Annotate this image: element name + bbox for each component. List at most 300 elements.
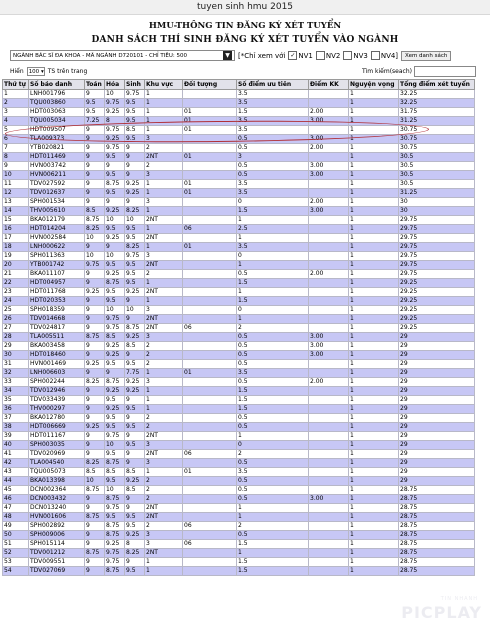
table-cell: 9.75 [105, 144, 125, 153]
table-cell: 29 [399, 450, 475, 459]
table-cell: 1.5 [237, 387, 309, 396]
table-cell: 1 [349, 297, 399, 306]
table-cell: 29 [399, 459, 475, 468]
table-cell [309, 522, 349, 531]
nv2-checkbox[interactable] [316, 51, 325, 60]
table-cell: 1 [349, 324, 399, 333]
table-cell: 9 [125, 432, 145, 441]
table-row [3, 369, 475, 378]
table-cell: 9.25 [105, 207, 125, 216]
table-row [3, 153, 475, 162]
nv1-checkbox[interactable]: ✓ [290, 51, 296, 59]
table-row [3, 306, 475, 315]
table-cell: 1 [145, 207, 183, 216]
table-cell: 9 [125, 450, 145, 459]
per-page-label: TS trên trang [47, 68, 88, 75]
table-cell: TDV033439 [29, 396, 85, 405]
table-cell [183, 135, 237, 144]
table-cell: 1.5 [237, 108, 309, 117]
table-row [3, 360, 475, 369]
table-cell: 2NT [145, 324, 183, 333]
table-cell: 9.5 [125, 405, 145, 414]
table-cell: YTB001742 [29, 261, 85, 270]
table-cell: 9 [105, 243, 125, 252]
table-cell: 9.25 [105, 342, 125, 351]
table-cell: 3 [145, 540, 183, 549]
table-cell: 9.5 [85, 108, 105, 117]
table-cell [183, 513, 237, 522]
nv1-option[interactable] [288, 51, 312, 60]
table-cell: 1 [145, 117, 183, 126]
table-row [3, 342, 475, 351]
table-cell [309, 450, 349, 459]
table-cell: 9 [85, 567, 105, 576]
table-cell: 9 [85, 279, 105, 288]
table-cell: 9 [85, 162, 105, 171]
table-cell [309, 504, 349, 513]
table-cell [309, 180, 349, 189]
table-cell: 10 [105, 216, 125, 225]
chevron-down-icon[interactable]: ▼ [223, 51, 232, 60]
table-cell: 01 [183, 153, 237, 162]
table-cell: 1 [145, 468, 183, 477]
table-cell: 29 [399, 333, 475, 342]
table-cell: THV000297 [29, 405, 85, 414]
table-cell: 23 [3, 288, 29, 297]
table-cell [183, 486, 237, 495]
table-cell: 6 [3, 135, 29, 144]
table-cell: 31.75 [399, 108, 475, 117]
table-cell: 1 [349, 189, 399, 198]
table-cell: 1 [349, 207, 399, 216]
table-row [3, 108, 475, 117]
table-cell: 9 [3, 162, 29, 171]
table-cell: HDT006669 [29, 423, 85, 432]
table-cell: 30.75 [399, 144, 475, 153]
table-row [3, 378, 475, 387]
table-cell: HDT011167 [29, 432, 85, 441]
table-cell: 8 [3, 153, 29, 162]
table-cell [309, 90, 349, 99]
table-cell [309, 405, 349, 414]
table-row [3, 90, 475, 99]
table-cell: 0.5 [237, 333, 309, 342]
table-cell: 9.25 [125, 477, 145, 486]
table-cell: 29 [399, 414, 475, 423]
column-header[interactable]: Thứ tự [3, 80, 29, 90]
table-cell [183, 558, 237, 567]
table-cell: 06 [183, 522, 237, 531]
table-row [3, 414, 475, 423]
table-cell: 9.5 [125, 441, 145, 450]
table-cell: 9 [85, 243, 105, 252]
table-cell [309, 315, 349, 324]
table-cell: 8.75 [105, 531, 125, 540]
table-row [3, 261, 475, 270]
table-cell: 2NT [145, 513, 183, 522]
table-cell: 8.5 [125, 126, 145, 135]
table-cell: 2 [237, 450, 309, 459]
table-cell [183, 360, 237, 369]
table-cell: 9 [85, 198, 105, 207]
table-cell: 7.75 [125, 369, 145, 378]
table-cell [309, 486, 349, 495]
table-cell: 1 [349, 234, 399, 243]
table-cell: 9 [125, 351, 145, 360]
table-row [3, 486, 475, 495]
table-cell [183, 504, 237, 513]
table-cell: 9.25 [105, 387, 125, 396]
table-row [3, 297, 475, 306]
table-cell: 1 [145, 387, 183, 396]
table-cell: 01 [183, 369, 237, 378]
table-cell: SPH002244 [29, 378, 85, 387]
nv2-option[interactable] [316, 51, 340, 60]
table-cell: 3.00 [309, 207, 349, 216]
table-cell: TDV020969 [29, 450, 85, 459]
page-size-select[interactable] [27, 67, 45, 76]
table-cell: 01 [183, 180, 237, 189]
table-cell: 1.5 [237, 396, 309, 405]
table-cell: 9 [125, 171, 145, 180]
filter-note: [*Chỉ xem với [238, 51, 286, 60]
table-cell: HVN001606 [29, 513, 85, 522]
table-cell: 45 [3, 486, 29, 495]
table-cell [183, 531, 237, 540]
table-cell: 1 [349, 279, 399, 288]
table-cell: 30.5 [399, 153, 475, 162]
table-cell: 37 [3, 414, 29, 423]
table-cell: 28.75 [399, 522, 475, 531]
table-cell: 9 [105, 369, 125, 378]
table-cell: 9 [85, 369, 105, 378]
column-header[interactable]: Đối tượng [183, 80, 237, 90]
column-header[interactable]: Hóa [105, 80, 125, 90]
table-cell: 10 [105, 486, 125, 495]
table-cell [309, 432, 349, 441]
table-cell: 1 [349, 351, 399, 360]
table-cell: 9.25 [125, 189, 145, 198]
table-cell: 29 [399, 342, 475, 351]
table-cell: 9 [125, 297, 145, 306]
table-cell [309, 153, 349, 162]
table-body [3, 90, 475, 576]
table-cell: 9 [85, 504, 105, 513]
table-cell: 28.75 [399, 540, 475, 549]
table-cell: 29 [399, 387, 475, 396]
table-cell: 1 [145, 90, 183, 99]
table-cell: 9.5 [125, 270, 145, 279]
table-cell: 2 [145, 423, 183, 432]
table-cell: 8.75 [85, 333, 105, 342]
table-cell: 2.00 [309, 270, 349, 279]
table-cell: 9 [85, 450, 105, 459]
table-cell: 8.5 [105, 333, 125, 342]
table-cell [183, 207, 237, 216]
table-cell: 32.25 [399, 99, 475, 108]
table-cell: 11 [3, 180, 29, 189]
table-cell [183, 342, 237, 351]
table-cell: 3.00 [309, 351, 349, 360]
table-cell [309, 513, 349, 522]
table-cell: 9 [125, 153, 145, 162]
table-cell: 1 [145, 180, 183, 189]
table-cell: HDT009507 [29, 126, 85, 135]
table-cell: TQU005073 [29, 468, 85, 477]
table-cell: 14 [3, 207, 29, 216]
chevron-down-icon[interactable]: ▾ [40, 69, 44, 75]
table-cell: 1 [349, 180, 399, 189]
table-cell [183, 387, 237, 396]
table-cell: 8.5 [125, 486, 145, 495]
table-row [3, 387, 475, 396]
column-header[interactable]: Tổng điểm xét tuyển [399, 80, 475, 90]
nv2-label: NV2 [325, 51, 341, 60]
table-row [3, 162, 475, 171]
table-cell: 1 [349, 531, 399, 540]
table-cell: 9.25 [105, 351, 125, 360]
table-cell: 19 [3, 252, 29, 261]
table-cell: 0 [237, 252, 309, 261]
table-cell: 47 [3, 504, 29, 513]
table-row [3, 567, 475, 576]
table-cell: 2.00 [309, 108, 349, 117]
table-cell: HDT003063 [29, 108, 85, 117]
table-cell: 8.25 [85, 459, 105, 468]
table-cell: 9.75 [105, 504, 125, 513]
table-cell: 44 [3, 477, 29, 486]
table-cell: 9 [125, 315, 145, 324]
table-row [3, 207, 475, 216]
table-cell: 1.5 [237, 297, 309, 306]
table-cell: 8.75 [105, 279, 125, 288]
table-cell: 9.75 [125, 90, 145, 99]
table-cell [183, 162, 237, 171]
table-cell: 9.5 [105, 414, 125, 423]
table-cell: 1 [349, 522, 399, 531]
table-cell: 3 [145, 198, 183, 207]
table-cell: 9.25 [105, 108, 125, 117]
table-cell: 2NT [145, 153, 183, 162]
table-cell [309, 396, 349, 405]
major-select[interactable] [10, 50, 235, 61]
table-cell: 9.5 [105, 297, 125, 306]
table-cell [183, 378, 237, 387]
table-cell: 29 [399, 477, 475, 486]
table-cell: 2 [3, 99, 29, 108]
table-cell: SPH015114 [29, 540, 85, 549]
page-heading: HMU-THÔNG TIN ĐĂNG KÝ XÉT TUYỂN [148, 21, 342, 31]
table-cell: 1 [349, 360, 399, 369]
table-cell: 9.25 [125, 333, 145, 342]
table-cell: 9.75 [125, 252, 145, 261]
table-cell: 2NT [145, 549, 183, 558]
table-cell: 9 [85, 342, 105, 351]
view-list-button[interactable]: Xem danh sách [401, 51, 451, 61]
table-cell: 1 [349, 261, 399, 270]
table-cell [309, 459, 349, 468]
table-cell: 9.5 [85, 99, 105, 108]
table-cell: 26 [3, 315, 29, 324]
table-cell: 30.5 [399, 180, 475, 189]
table-cell: DCN002364 [29, 486, 85, 495]
column-header[interactable]: Khu vực [145, 80, 183, 90]
table-cell: 31.25 [399, 117, 475, 126]
table-cell: 4 [3, 117, 29, 126]
table-cell: 0.5 [237, 144, 309, 153]
table-cell: 0.5 [237, 135, 309, 144]
table-cell: 3.00 [309, 171, 349, 180]
table-cell: SPH009006 [29, 531, 85, 540]
nv4-option[interactable] [371, 51, 398, 60]
table-cell: 1 [349, 369, 399, 378]
table-cell: 9.75 [105, 558, 125, 567]
table-cell: 1 [349, 135, 399, 144]
table-cell [309, 306, 349, 315]
table-cell: 10 [3, 171, 29, 180]
table-cell: TDV012946 [29, 387, 85, 396]
table-cell: 1 [349, 423, 399, 432]
table-cell: 52 [3, 549, 29, 558]
table-cell: 10 [105, 90, 125, 99]
table-cell: 9.25 [85, 423, 105, 432]
table-cell [309, 567, 349, 576]
table-cell: 0 [237, 441, 309, 450]
table-cell: 51 [3, 540, 29, 549]
table-cell: 9 [85, 558, 105, 567]
table-cell: 01 [183, 468, 237, 477]
table-cell: 1 [349, 486, 399, 495]
table-cell: 1 [349, 108, 399, 117]
table-cell: 8 [105, 117, 125, 126]
table-cell: 9.75 [105, 324, 125, 333]
table-cell: 1 [3, 90, 29, 99]
table-cell: 10 [105, 252, 125, 261]
table-cell: 2 [145, 360, 183, 369]
table-cell: 9 [125, 495, 145, 504]
table-row [3, 558, 475, 567]
table-cell: 01 [183, 126, 237, 135]
table-cell: DCN013240 [29, 504, 85, 513]
table-cell: THV005610 [29, 207, 85, 216]
table-cell: HDT004957 [29, 279, 85, 288]
table-cell: 1.5 [237, 567, 309, 576]
table-cell: 9.25 [105, 234, 125, 243]
table-cell: 10 [125, 306, 145, 315]
table-row [3, 126, 475, 135]
table-cell: 1 [349, 153, 399, 162]
column-header[interactable]: Sinh [125, 80, 145, 90]
table-cell: 9 [85, 144, 105, 153]
table-cell: BKA013398 [29, 477, 85, 486]
table-cell: 1 [349, 477, 399, 486]
nv4-checkbox[interactable] [371, 51, 380, 60]
nv3-checkbox[interactable] [343, 51, 352, 60]
table-cell: 01 [183, 189, 237, 198]
column-header[interactable]: Số điểm ưu tiên [237, 80, 309, 90]
table-cell: 1 [349, 333, 399, 342]
table-cell: 9.5 [125, 522, 145, 531]
search-input[interactable] [414, 66, 476, 77]
column-header[interactable]: Nguyện vọng [349, 80, 399, 90]
table-cell: 1.5 [237, 405, 309, 414]
table-cell: 3.00 [309, 333, 349, 342]
table-row [3, 252, 475, 261]
table-cell: 28.75 [399, 558, 475, 567]
table-cell: 1 [349, 468, 399, 477]
table-cell: 9.5 [125, 513, 145, 522]
table-cell [183, 288, 237, 297]
table-cell: 1 [349, 414, 399, 423]
table-cell: 1 [237, 216, 309, 225]
table-cell: 3.5 [237, 99, 309, 108]
table-row [3, 99, 475, 108]
table-cell: 34 [3, 387, 29, 396]
table-cell: 29 [399, 360, 475, 369]
column-header[interactable]: Điểm KK [309, 80, 349, 90]
table-cell: 0.5 [237, 162, 309, 171]
table-cell: 28.75 [399, 531, 475, 540]
table-cell: 28 [3, 333, 29, 342]
table-cell: 8.75 [85, 549, 105, 558]
table-cell: TDV012637 [29, 189, 85, 198]
column-header[interactable]: Số báo danh [29, 80, 85, 90]
table-cell: 10 [105, 306, 125, 315]
table-cell: 1 [349, 450, 399, 459]
table-cell: 29.25 [399, 324, 475, 333]
table-cell [309, 225, 349, 234]
table-cell: 9.75 [105, 126, 125, 135]
table-cell: 9.5 [105, 450, 125, 459]
table-cell [183, 441, 237, 450]
table-cell: 9 [125, 144, 145, 153]
table-cell: 41 [3, 450, 29, 459]
table-row [3, 198, 475, 207]
table-row [3, 135, 475, 144]
table-cell: 9.5 [105, 513, 125, 522]
table-cell [183, 198, 237, 207]
table-cell [183, 423, 237, 432]
table-cell [183, 549, 237, 558]
show-label: Hiển [10, 68, 24, 75]
table-row [3, 234, 475, 243]
table-cell: 9 [85, 324, 105, 333]
table-cell: 0.5 [237, 171, 309, 180]
table-cell: 1 [349, 315, 399, 324]
table-cell: 28.75 [399, 495, 475, 504]
table-cell: 1 [349, 162, 399, 171]
table-cell: 10 [85, 234, 105, 243]
table-cell: 9 [85, 297, 105, 306]
table-cell: 1 [237, 261, 309, 270]
table-cell [309, 288, 349, 297]
table-row [3, 396, 475, 405]
table-cell: 9.25 [105, 270, 125, 279]
table-cell: 9 [85, 441, 105, 450]
table-cell [183, 279, 237, 288]
table-cell: 9 [125, 459, 145, 468]
column-header[interactable]: Toán [85, 80, 105, 90]
table-cell: 28.75 [399, 504, 475, 513]
table-cell: 9.5 [125, 108, 145, 117]
nv3-option[interactable] [343, 51, 367, 60]
table-cell: 8.25 [125, 549, 145, 558]
table-row [3, 243, 475, 252]
table-row [3, 477, 475, 486]
table-cell: 3.5 [237, 243, 309, 252]
table-cell: 0 [237, 198, 309, 207]
table-cell: HDT014204 [29, 225, 85, 234]
